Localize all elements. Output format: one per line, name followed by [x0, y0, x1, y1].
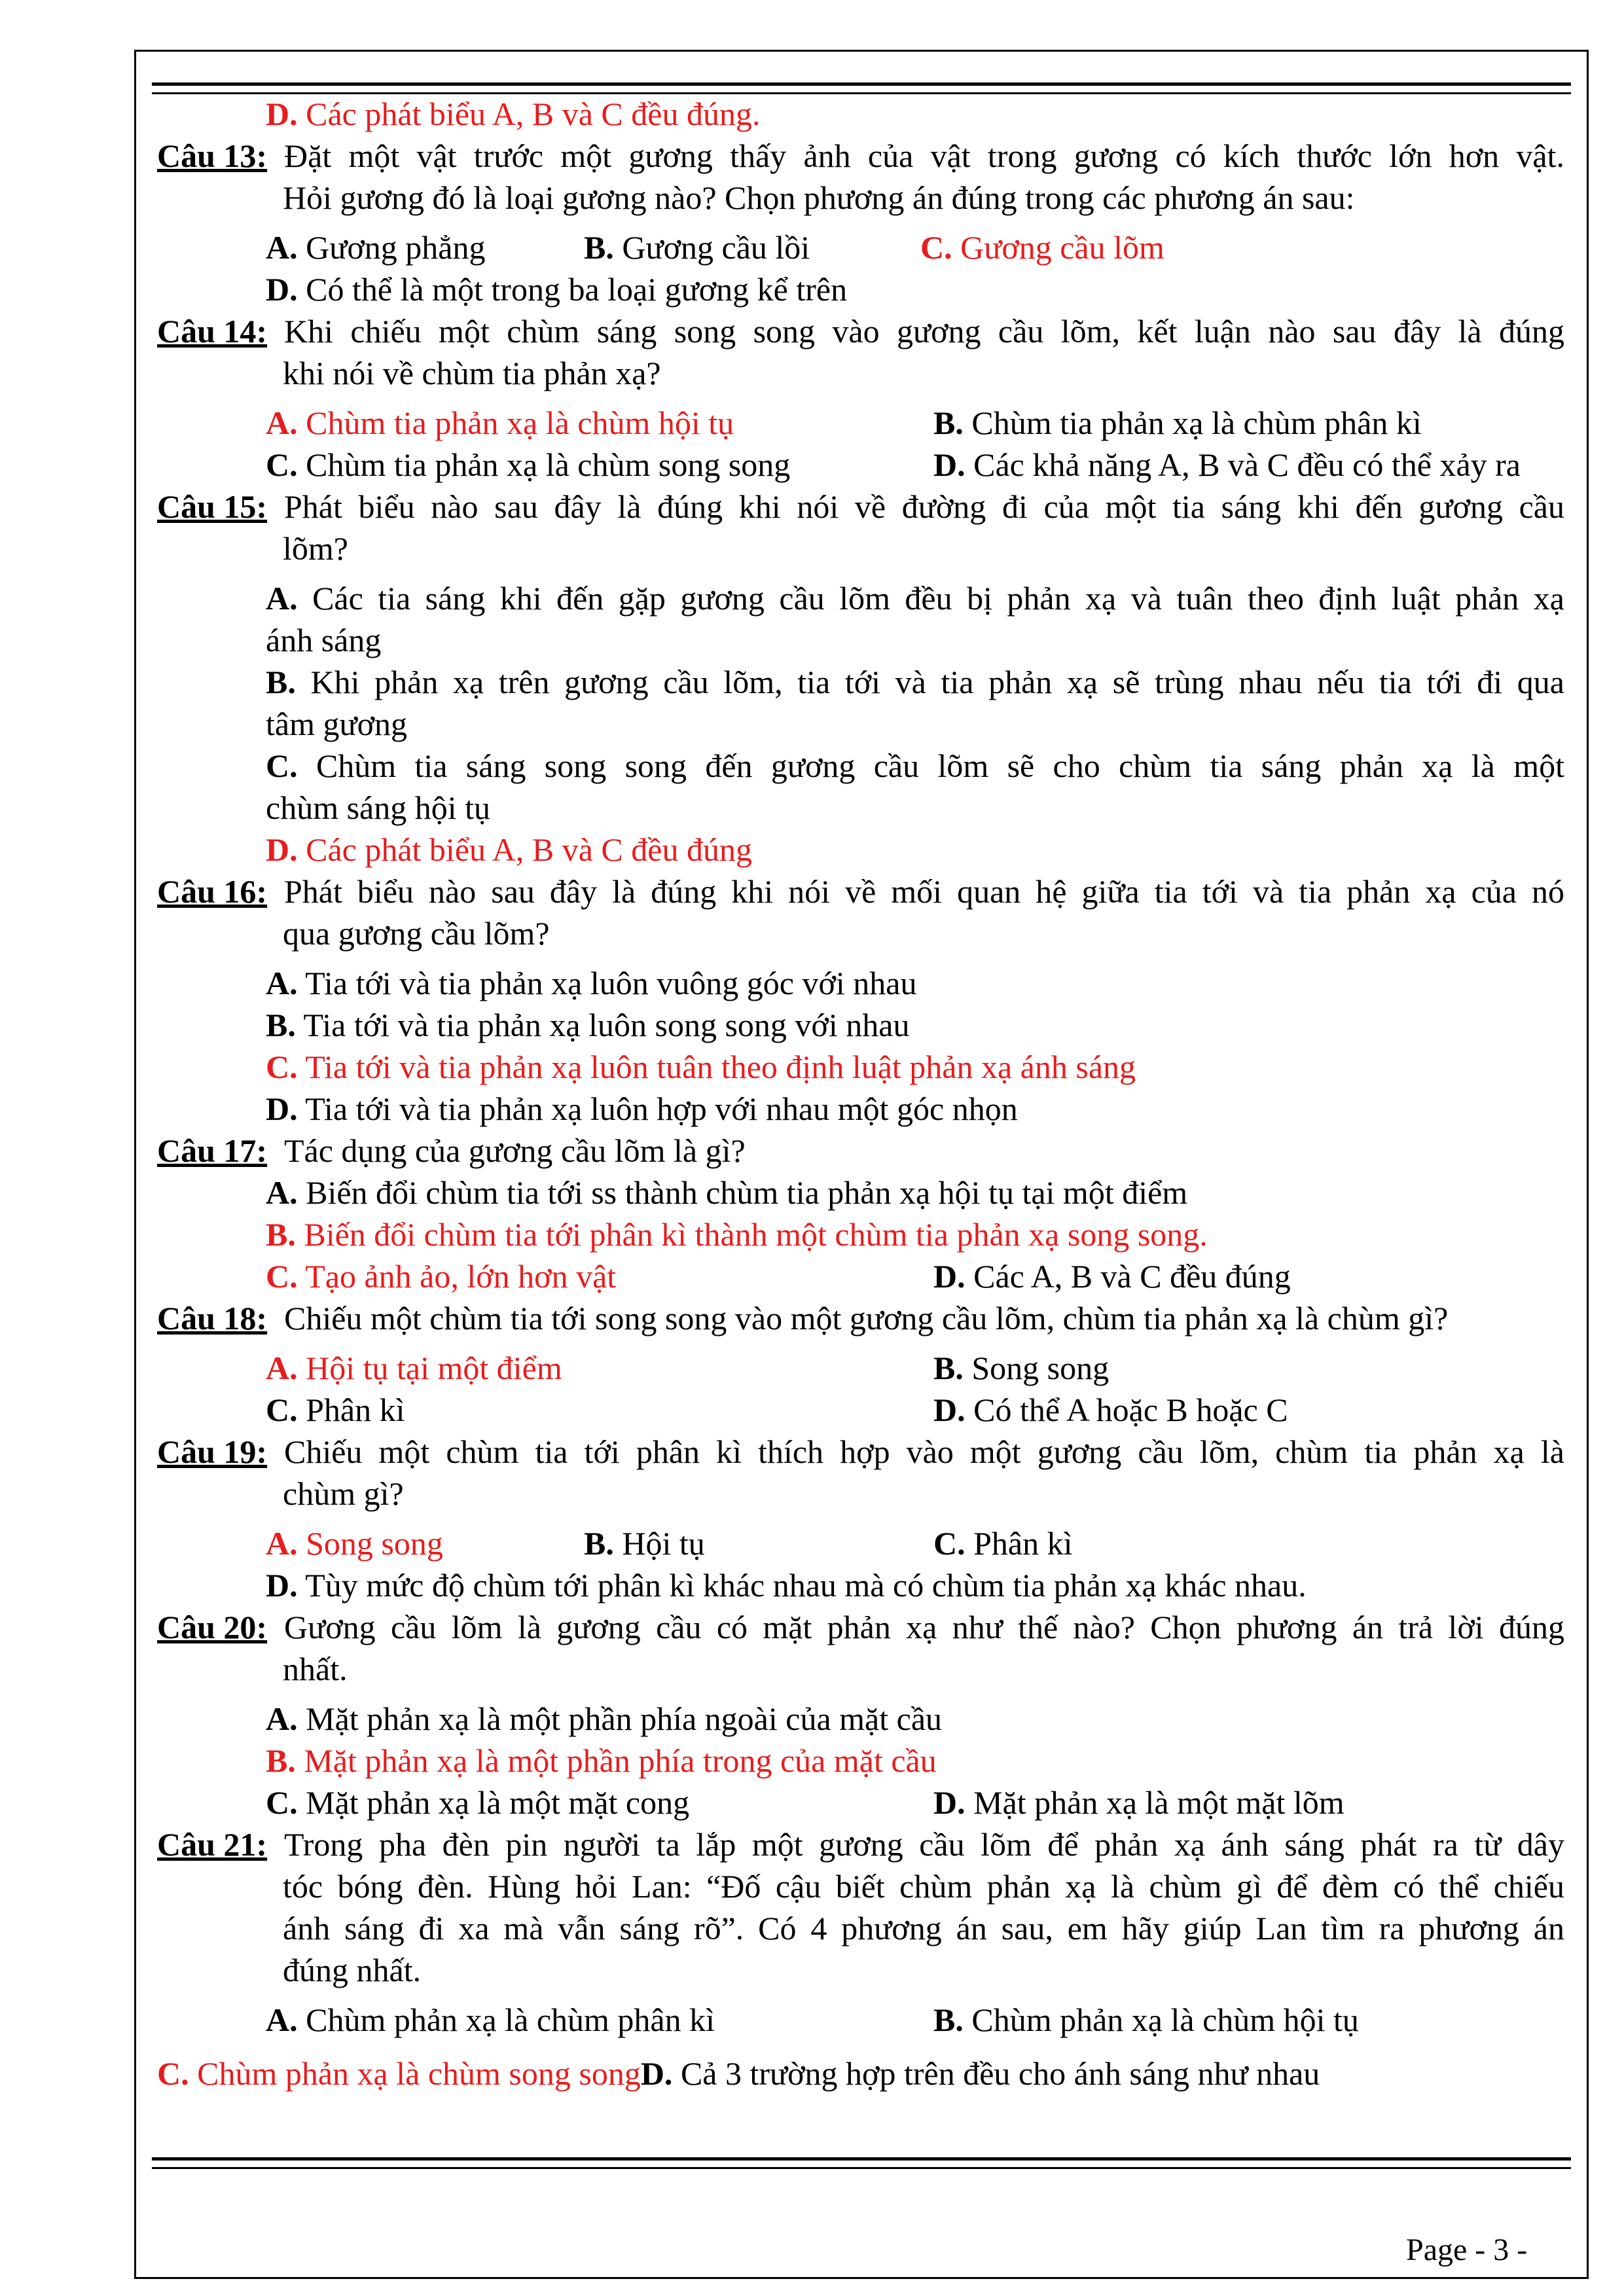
q15-option-c-line1: [157, 745, 1564, 787]
q15-line2: [157, 528, 1564, 569]
q19-text2: chùm gì?: [283, 1475, 404, 1512]
q21-option-c: C. Chùm phản xạ là chùm song song: [157, 2055, 641, 2092]
q13-text1: Đặt một vật trước một gương thấy ảnh của vật trong gương có kích thước lớn hơn vật.: [284, 137, 1564, 174]
q16-label: Câu 16:: [157, 873, 268, 910]
q21-option-a: A. Chùm phản xạ là chùm phân kì: [266, 2001, 715, 2038]
q15-option-d-line: [157, 829, 1564, 870]
q15-option-a: A. Các tia sáng khi đến gặp gương cầu lõm đều bị phản xạ và tuân theo định luật phản xạ: [266, 580, 1564, 617]
q16-option-d: D. Tia tới và tia phản xạ luôn hợp với nhau một góc nhọn: [266, 1090, 1018, 1127]
q18-label: Câu 18:: [157, 1300, 268, 1336]
q14-options-ab: [157, 402, 1564, 444]
q21-line2: [157, 1865, 1564, 1907]
q14-line1: [157, 310, 1564, 352]
q16-option-c: C. Tia tới và tia phản xạ luôn tuân theo định luật phản xạ ánh sáng: [266, 1049, 1136, 1085]
q17-option-d: D. Các A, B và C đều đúng: [933, 1258, 1291, 1295]
q20-line2: [157, 1648, 1564, 1690]
q21-text2: tóc bóng đèn. Hùng hỏi Lan: “Đố cậu biết chùm phản xạ là chùm gì để đèm có thể chiếu: [283, 1868, 1564, 1905]
q18-option-d: D. Có thể A hoặc B hoặc C: [933, 1391, 1288, 1428]
q16-option-a: A. Tia tới và tia phản xạ luôn vuông góc với nhau: [266, 965, 917, 1001]
q20-option-b-line: [157, 1740, 1564, 1782]
q16-option-b: B. Tia tới và tia phản xạ luôn song song với nhau: [266, 1007, 910, 1043]
q15-option-c: C. Chùm tia sáng song song đến gương cầu lõm sẽ cho chùm tia sáng phản xạ là một: [266, 747, 1564, 784]
lead-answer: D. Các phát biểu A, B và C đều đúng.: [266, 96, 761, 132]
q14-option-a: A. Chùm tia phản xạ là chùm hội tụ: [266, 404, 734, 441]
q15-text1: Phát biểu nào sau đây là đúng khi nói về đường đi của một tia sáng khi đến gương cầu: [284, 488, 1564, 525]
q20-option-c: C. Mặt phản xạ là một mặt cong: [266, 1784, 690, 1821]
q18-options-cd: [157, 1389, 1564, 1431]
q14-text1: Khi chiếu một chùm sáng song song vào gương cầu lõm, kết luận nào sau đây là đúng: [284, 313, 1564, 350]
q13-option-b: B. Gương cầu lồi: [584, 229, 810, 266]
q19-option-c: C. Phân kì: [933, 1525, 1073, 1562]
q15-option-a-line1: [157, 577, 1564, 619]
q17-label: Câu 17:: [157, 1132, 268, 1169]
q16-option-b-line: [157, 1004, 1564, 1046]
q19-option-d-line: [157, 1564, 1564, 1606]
q19-option-b: B. Hội tụ: [584, 1525, 705, 1562]
q21-line1: [157, 1823, 1564, 1865]
q21-options-ab: [157, 1999, 1564, 2041]
q13-options-abc: [157, 226, 1564, 268]
q16-option-d-line: [157, 1088, 1564, 1130]
bottom-double-rule: [152, 2157, 1571, 2169]
q14-options-cd: [157, 444, 1564, 486]
q15-text2: lõm?: [283, 530, 348, 567]
q17-line1: [157, 1130, 1564, 1172]
q21-options-cd: [157, 2053, 1564, 2094]
q13-options-d: [157, 268, 1564, 310]
q21-text3: ánh sáng đi xa mà vẫn sáng rõ”. Có 4 phương án sau, em hãy giúp Lan tìm ra phương án: [283, 1910, 1564, 1946]
q17-options-cd: [157, 1255, 1564, 1297]
q13-option-a: A. Gương phẳng: [266, 229, 486, 266]
q16-option-a-line: [157, 962, 1564, 1004]
q16-text1: Phát biểu nào sau đây là đúng khi nói về mối quan hệ giữa tia tới và tia phản xạ của nó: [284, 873, 1564, 910]
q14-label: Câu 14:: [157, 313, 268, 350]
q14-line2: [157, 352, 1564, 394]
q20-option-a-line: [157, 1698, 1564, 1740]
q21-label: Câu 21:: [157, 1826, 268, 1863]
q15-option-b: B. Khi phản xạ trên gương cầu lõm, tia tới và tia phản xạ sẽ trùng nhau nếu tia tới đi qua: [266, 664, 1564, 700]
q20-options-cd: [157, 1782, 1564, 1823]
q20-text2: nhất.: [283, 1651, 348, 1687]
q15-option-b-line1: [157, 661, 1564, 703]
q13-option-d: D. Có thể là một trong ba loại gương kể trên: [266, 271, 848, 308]
q15-option-c-line2: chùm sáng hội tụ: [266, 789, 491, 826]
q20-label: Câu 20:: [157, 1609, 268, 1645]
q20-option-d: D. Mặt phản xạ là một mặt lõm: [933, 1784, 1344, 1821]
q21-text4: đúng nhất.: [283, 1952, 422, 1988]
q21-option-d: D. Cả 3 trường hợp trên đều cho ánh sáng như nhau: [640, 2055, 1320, 2092]
q15-option-b-line2: tâm gương: [266, 706, 408, 742]
q14-text2: khi nói về chùm tia phản xạ?: [283, 355, 661, 391]
q14-option-b: B. Chùm tia phản xạ là chùm phân kì: [933, 404, 1422, 441]
page-number: Page - 3 -: [1406, 2233, 1528, 2267]
q13-line1: [157, 135, 1564, 177]
q14-option-d: D. Các khả năng A, B và C đều có thể xảy ra: [933, 446, 1521, 483]
q14-option-c: C. Chùm tia phản xạ là chùm song song: [266, 446, 791, 483]
q20-line1: [157, 1606, 1564, 1648]
q13-label: Câu 13:: [157, 137, 268, 174]
q21-line4: [157, 1949, 1564, 1991]
q19-label: Câu 19:: [157, 1433, 268, 1470]
q20-option-a: A. Mặt phản xạ là một phần phía ngoài của mặt cầu: [266, 1700, 943, 1737]
q15-option-a-line2: ánh sáng: [266, 622, 382, 658]
q13-line2: [157, 177, 1564, 219]
q18-option-c: C. Phân kì: [266, 1391, 405, 1428]
q15-option-d: D. Các phát biểu A, B và C đều đúng: [266, 831, 752, 868]
q17-text1: Tác dụng của gương cầu lõm là gì?: [284, 1132, 746, 1169]
q17-option-a-line: [157, 1172, 1564, 1213]
q16-line1: [157, 870, 1564, 912]
q19-text1: Chiếu một chùm tia tới phân kì thích hợp vào một gương cầu lõm, chùm tia phản xạ là: [284, 1433, 1564, 1470]
q16-option-c-line: [157, 1046, 1564, 1088]
q18-text1: Chiếu một chùm tia tới song song vào một gương cầu lõm, chùm tia phản xạ là chùm gì?: [284, 1300, 1449, 1336]
q13-option-c: C. Gương cầu lõm: [920, 229, 1164, 266]
q21-option-b: B. Chùm phản xạ là chùm hội tụ: [933, 2001, 1359, 2038]
q17-option-b-line: [157, 1213, 1564, 1255]
q16-line2: [157, 912, 1564, 954]
q19-option-a: A. Song song: [266, 1525, 443, 1562]
q18-options-ab: [157, 1347, 1564, 1389]
q18-option-b: B. Song song: [933, 1350, 1110, 1386]
q19-option-d: D. Tùy mức độ chùm tới phân kì khác nhau mà có chùm tia phản xạ khác nhau.: [266, 1567, 1307, 1604]
q17-option-a: A. Biến đổi chùm tia tới ss thành chùm tia phản xạ hội tụ tại một điểm: [266, 1174, 1188, 1211]
q15-line1: [157, 486, 1564, 528]
q17-option-c: C. Tạo ảnh ảo, lớn hơn vật: [266, 1258, 617, 1295]
q17-option-b: B. Biến đổi chùm tia tới phân kì thành một chùm tia phản xạ song song.: [266, 1216, 1208, 1253]
q21-text1: Trong pha đèn pin người ta lắp một gương cầu lõm để phản xạ ánh sáng phát ra từ dây: [284, 1826, 1564, 1863]
q19-options-abc: [157, 1522, 1564, 1564]
q19-line1: [157, 1431, 1564, 1473]
q18-option-a: A. Hội tụ tại một điểm: [266, 1350, 562, 1386]
q20-option-b: B. Mặt phản xạ là một phần phía trong của mặt cầu: [266, 1742, 937, 1779]
q13-text2: Hỏi gương đó là loại gương nào? Chọn phương án đúng trong các phương án sau:: [283, 179, 1355, 216]
q21-line3: [157, 1907, 1564, 1949]
q16-text2: qua gương cầu lõm?: [283, 915, 550, 952]
q18-line1: [157, 1297, 1564, 1339]
q19-line2: [157, 1473, 1564, 1515]
q20-text1: Gương cầu lõm là gương cầu có mặt phản xạ như thế nào? Chọn phương án trả lời đúng: [284, 1609, 1564, 1645]
document-body: [157, 93, 1564, 2094]
q15-label: Câu 15:: [157, 488, 268, 525]
